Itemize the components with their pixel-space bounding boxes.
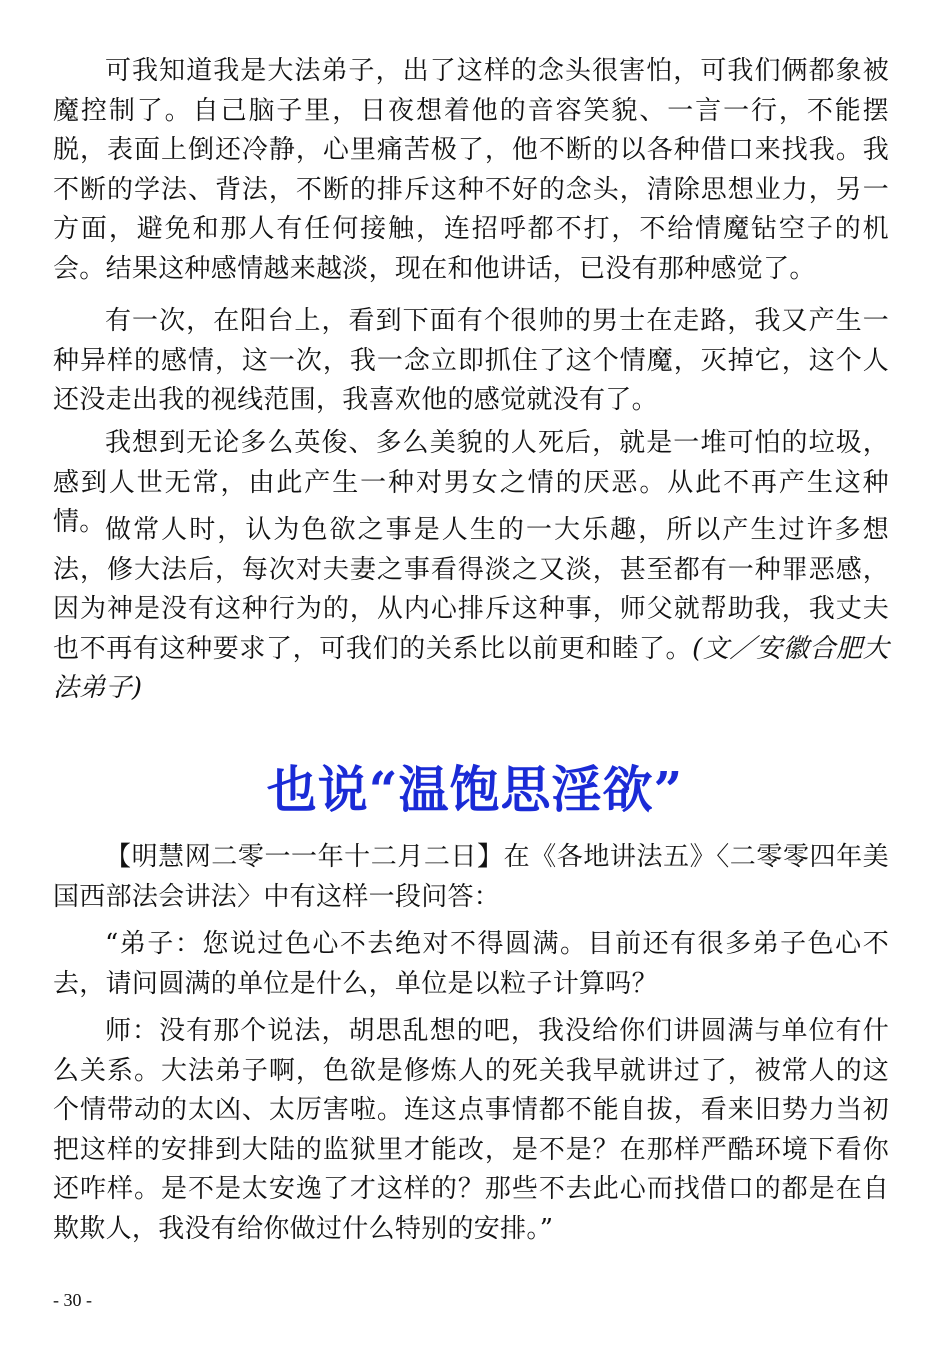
paragraph-text: 可我知道我是大法弟子，出了这样的念头很害怕，可我们俩都象被魔控制了。自己脑子里，日夜想着他的音容笑貌、一言一行，不能摆脱，表面上倒还冷静，心里痛苦极了，他不断的以各种借口来找我。我不断的学法、背法，不断的排斥这种不好的念头，清除思想业力，另一方面，避免和那人有任何接触，连招呼都不打，不给情魔钻空子的机会。结果这种感情越来越淡，现在和他讲话，已没有那种感觉了。 xyxy=(53,56,889,284)
page-number: - 30 - xyxy=(53,1290,92,1310)
paragraph-text: 做常人时，认为色欲之事是人生的一大乐趣，所以产生过许多想法，修大法后，每次对夫妻之事看得淡之又淡，甚至都有一种罪恶感，因为神是没有这种行为的，从内心排斥这种事，师父就帮助我，我丈夫也不再有这种要求了，可我们的关系比以前更和睦了。 xyxy=(53,515,889,664)
quote-question xyxy=(53,925,889,1004)
paragraph-with-signature xyxy=(53,511,889,709)
article-title: 也说“温饱思淫欲” xyxy=(266,760,684,819)
quote-answer xyxy=(53,1012,889,1249)
article-intro xyxy=(53,838,889,917)
article-paragraph xyxy=(53,302,889,421)
article-paragraph xyxy=(53,52,889,289)
question-text: “弟子：您说过色心不去绝对不得圆满。目前还有很多弟子色心不去，请问圆满的单位是什么，单位是以粒子计算吗？ xyxy=(53,929,889,999)
paragraph-text: 有一次，在阳台上，看到下面有个很帅的男士在走路，我又产生一种异样的感情，这一次，我一念立即抓住了这个情魔，灭掉它，这个人还没走出我的视线范围，我喜欢他的感觉就没有了。 xyxy=(53,306,889,415)
article-paragraph xyxy=(53,511,889,709)
author-signature: (文／安徽合肥大法弟子) xyxy=(53,633,889,703)
answer-text: 师：没有那个说法，胡思乱想的吧，我没给你们讲圆满与单位有什么关系。大法弟子啊，色欲是修炼人的死关我早就讲过了，被常人的这个情带动的太凶、太厉害啦。连这点事情都不能自拔，看来旧势力当初把这样的安排到大陆的监狱里才能改，是不是？在那样严酷环境下看你还咋样。是不是太安逸了才这样的？那些不去此心而找借口的都是在自欺欺人，我没有给你做过什么特别的安排。” xyxy=(53,1016,889,1244)
intro-text: 【明慧网二零一一年十二月二日】在《各地讲法五》〈二零零四年美国西部法会讲法〉中有这样一段问答： xyxy=(53,842,889,912)
paragraph-text: 我想到无论多么英俊、多么美貌的人死后，就是一堆可怕的垃圾，感到人世无常，由此产生一种对男女之情的厌恶。从此不再产生这种情。 xyxy=(53,428,889,537)
